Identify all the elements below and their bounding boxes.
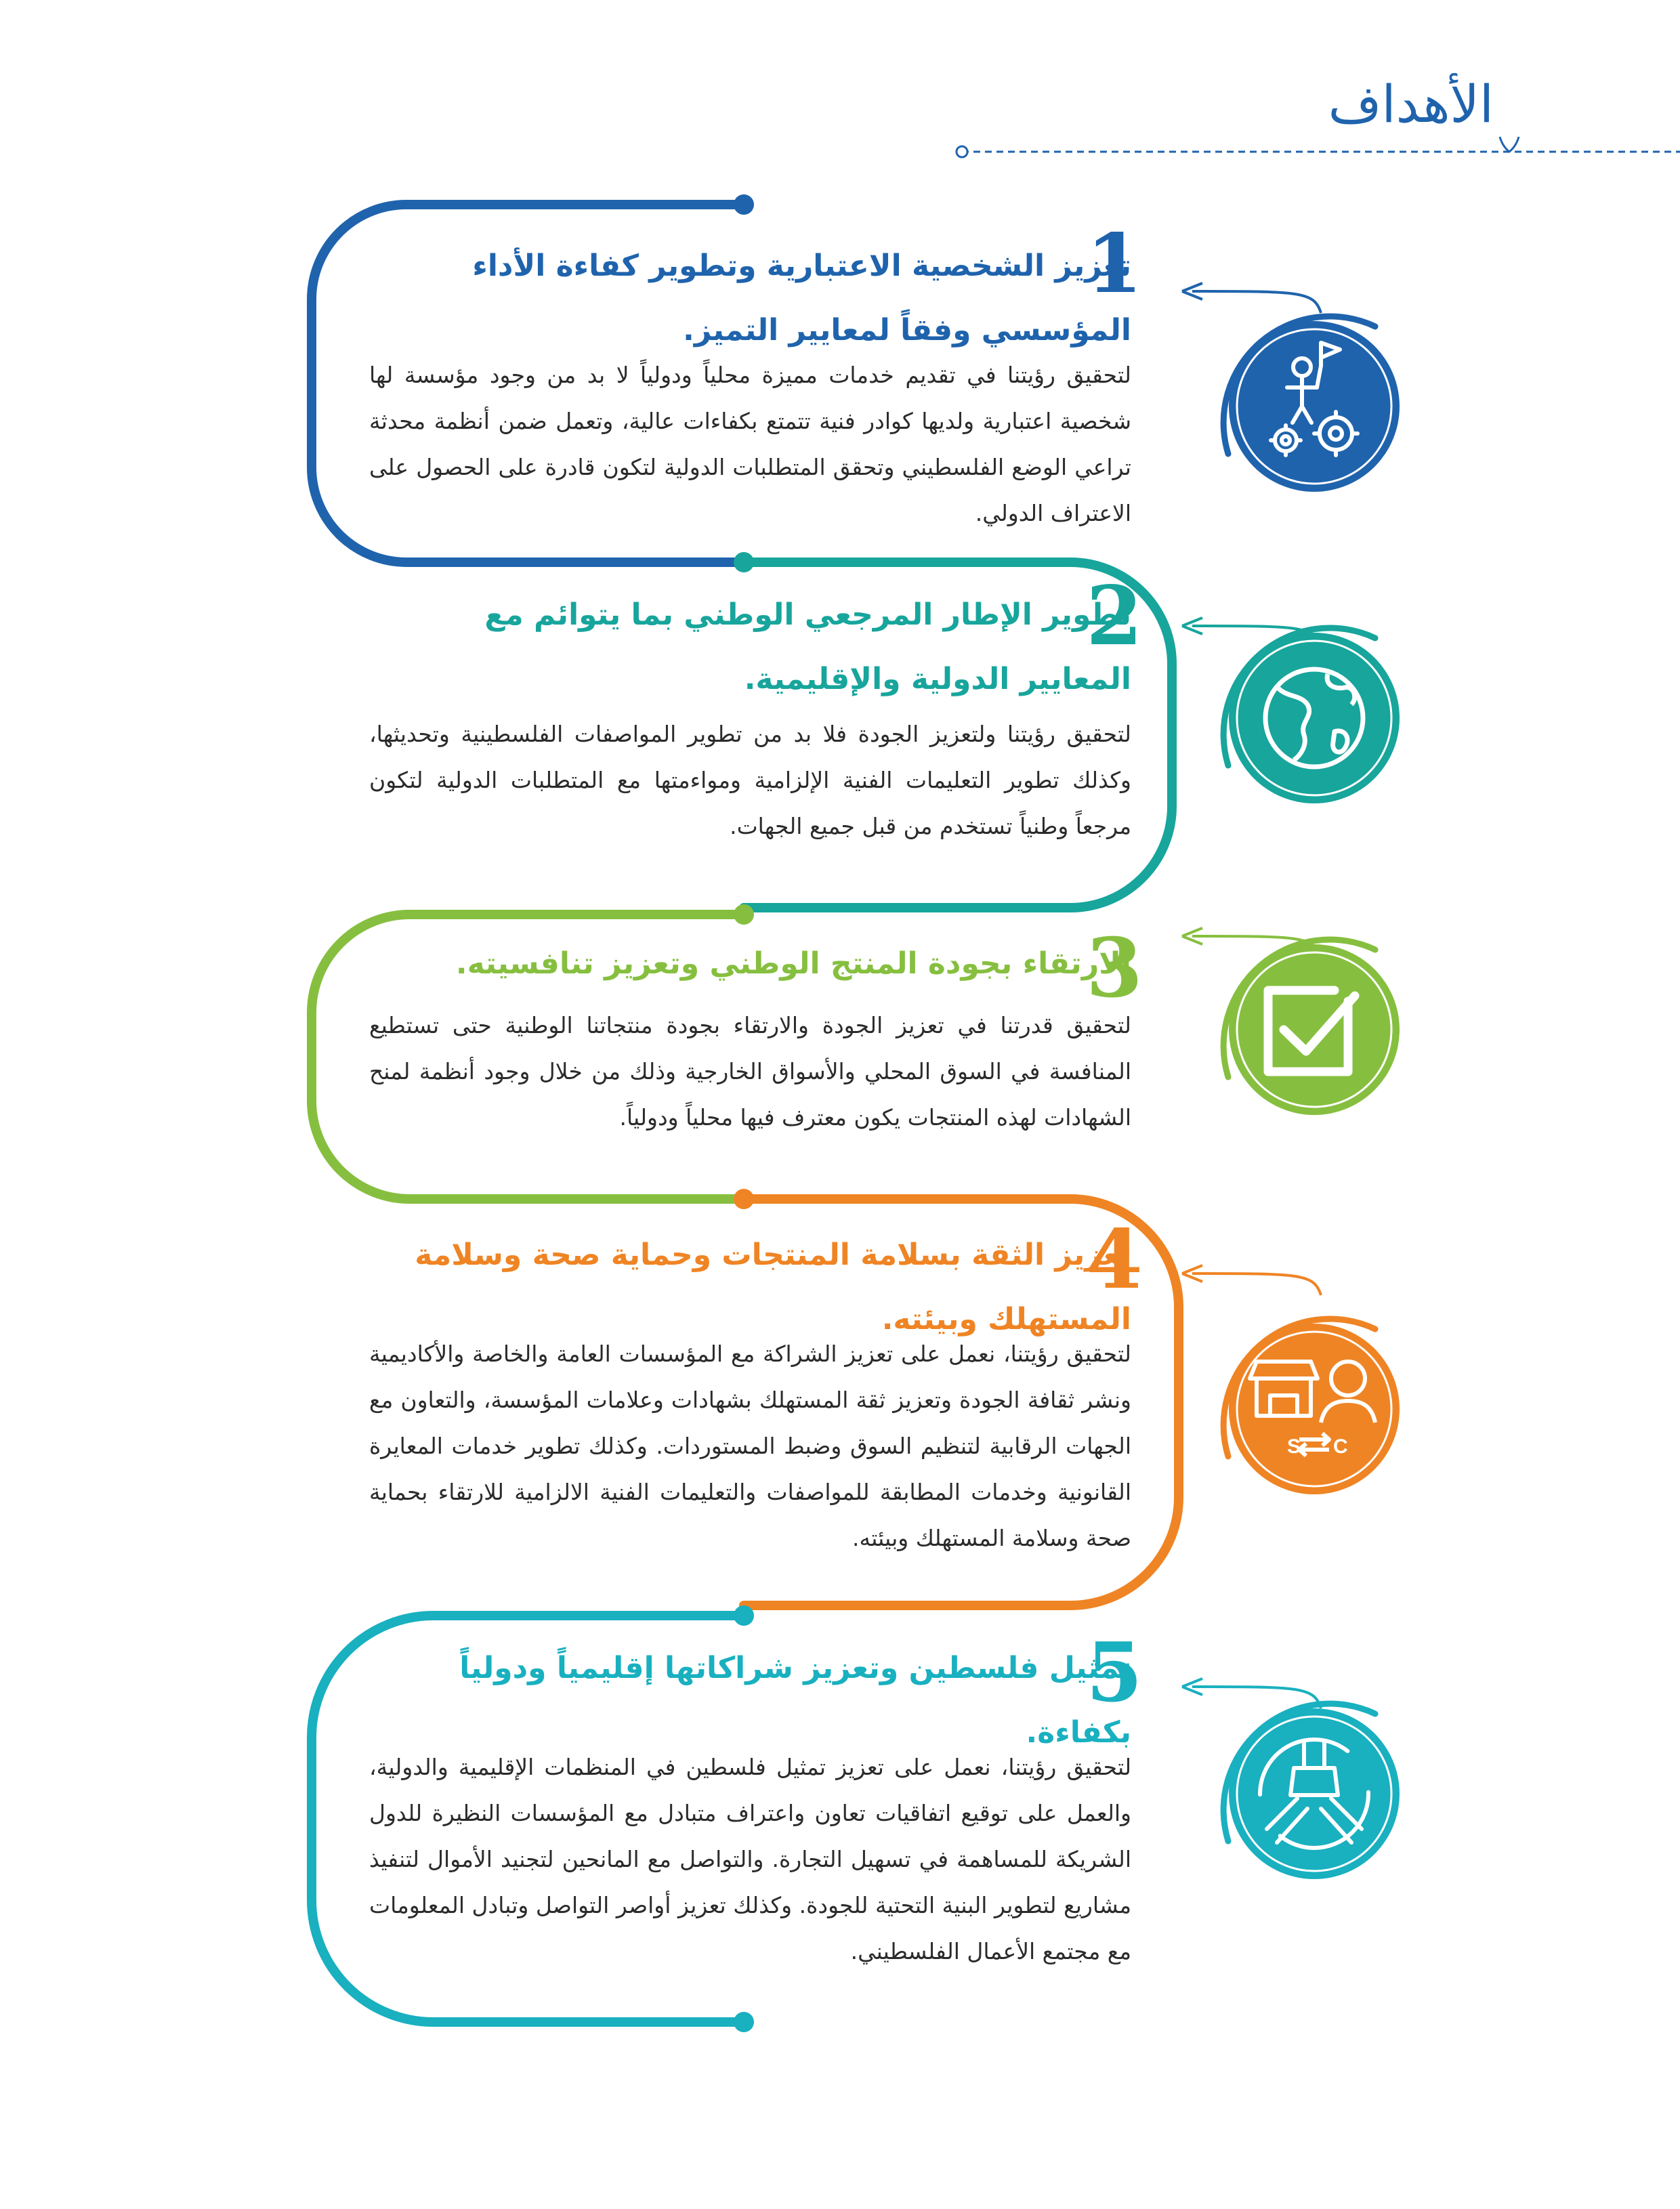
- goal-1-number: 1: [1086, 216, 1143, 312]
- goal-2-number: 2: [1086, 568, 1143, 664]
- goal-2-body: لتحقيق رؤيتنا ولتعزيز الجودة فلا بد من تطوير المواصفات الفلسطينية وتحديثها، وكذلك تطوير التعليمات الفنية الإلزامية ومواءمتها مع المتطلبات الدولية لتكون مرجعاً وطنياً تستخدم من قبل جميع الجهات.: [369, 721, 1131, 839]
- header-divider: [957, 137, 1680, 157]
- goal-4-number: 4: [1086, 1212, 1143, 1307]
- goal-3-title: الارتقاء بجودة المنتج الوطني وتعزيز تنافسيته.: [455, 946, 1131, 981]
- goal-5-badge: [1223, 1704, 1400, 1879]
- goal-5-number: 5: [1086, 1625, 1143, 1721]
- icon-letter-s: S: [1287, 1435, 1301, 1458]
- goal-4-title: تعزيز الثقة بسلامة المنتجات وحماية صحة وسلامة المستهلك وبيئته.: [415, 1238, 1131, 1337]
- goal-1-title: تعزيز الشخصية الاعتبارية وتطوير كفاءة الأداء المؤسسي وفقاً لمعايير التميز.: [472, 249, 1131, 348]
- goal-5-body: لتحقيق رؤيتنا، نعمل على تعزيز تمثيل فلسطين في المنظمات الإقليمية والدولية، والعمل على توقيع اتفاقيات تعاون واعتراف متبادل مع المؤسسات النظيرة للدول الشريكة للمساهمة في تسهيل التجارة. والتواصل مع المانحين لتجنيد الأموال لتنفيذ مشاريع لتطوير البنية التحتية للجودة. وكذلك تعزيز أواصر التواصل وتبادل المعلومات مع مجتمع الأعمال الفلسطيني.: [369, 1754, 1131, 1964]
- icon-letter-c: C: [1333, 1435, 1348, 1458]
- goal-5-title: تمثيل فلسطين وتعزيز شراكاتها إقليمياً ودولياً بكفاءة.: [459, 1651, 1131, 1750]
- goal-3-number: 3: [1086, 921, 1143, 1016]
- page-title: الأهداف: [1328, 74, 1494, 134]
- goal-2-title: تطوير الإطار المرجعي الوطني بما يتوائم مع المعايير الدولية والإقليمية.: [484, 597, 1131, 696]
- goal-2-badge: [1223, 628, 1400, 803]
- goal-1-body: لتحقيق رؤيتنا في تقديم خدمات مميزة محلياً ودولياً لا بد من وجود مؤسسة لها شخصية اعتبارية ولديها كوادر فنية تتمتع بكفاءات عالية، وتعمل ضمن أنظمة محدثة تراعي الوضع الفلسطيني وتحقق المتطلبات الدولية لتكون قادرة على الحصول على الاعتراف الدولي.: [369, 362, 1131, 526]
- goal-3-badge: [1223, 940, 1400, 1115]
- goal-3-body: لتحقيق قدرتنا في تعزيز الجودة والارتقاء بجودة منتجاتنا الوطنية حتى تستطيع المنافسة في السوق المحلي والأسواق الخارجية وذلك من خلال وجود أنظمة لمنح الشهادات لهذه المنتجات يكون معترف فيها محلياً ودولياً.: [369, 1012, 1131, 1131]
- goal-4-body: لتحقيق رؤيتنا، نعمل على تعزيز الشراكة مع المؤسسات العامة والخاصة والأكاديمية ونشر ثقافة الجودة وتعزيز ثقة المستهلك بشهادات وعلامات المؤسسة، والتعاون مع الجهات الرقابية لتنظيم السوق وضبط المستوردات. وكذلك تطوير خدمات المعايرة القانونية وخدمات المطابقة للمواصفات والتعليمات الفنية الالزامية للارتقاء بحماية صحة وسلامة المستهلك وبيئته.: [369, 1341, 1131, 1551]
- goal-1-badge: [1223, 316, 1400, 492]
